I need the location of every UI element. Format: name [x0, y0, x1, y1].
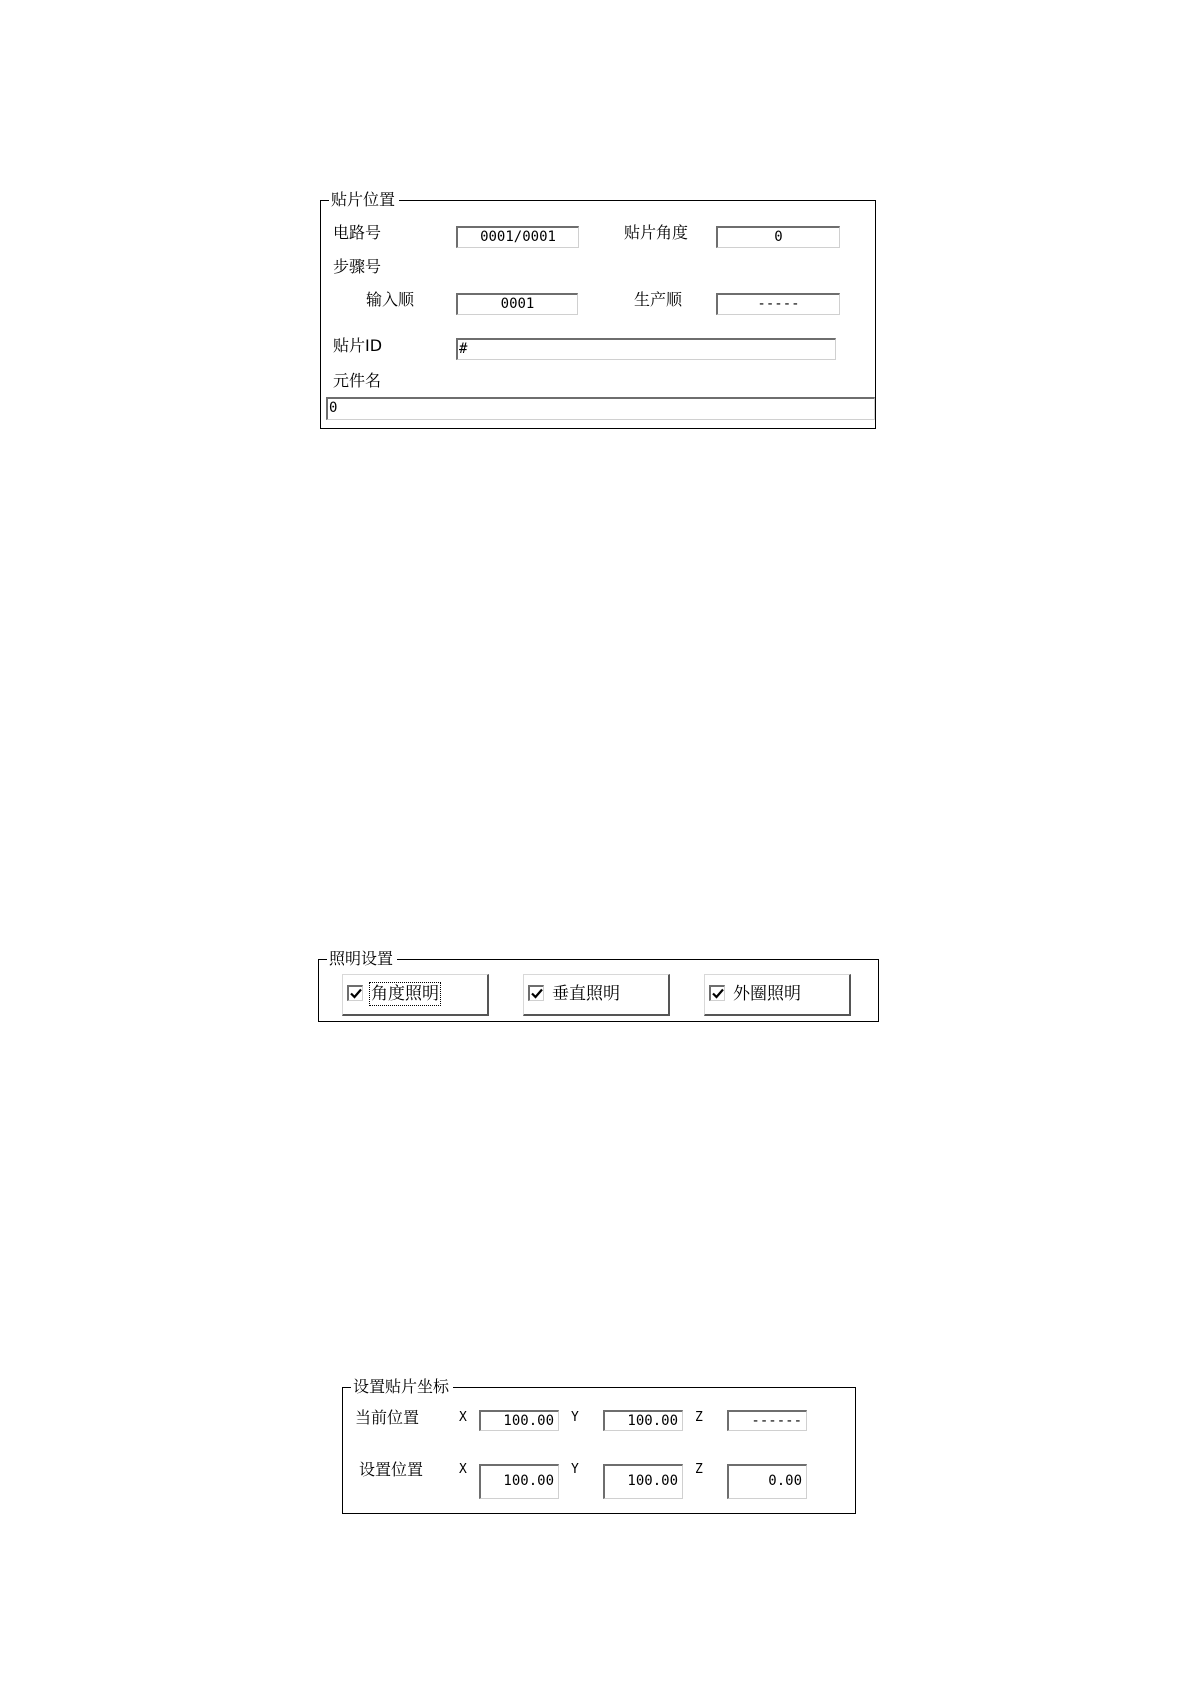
placement-coordinates-title: 设置贴片坐标 [351, 1377, 453, 1397]
checkbox-check-icon[interactable] [709, 985, 725, 1001]
step-no-label: 步骤号 [333, 257, 382, 276]
vertical-lighting-checkbox[interactable] [523, 974, 670, 1016]
placement-angle-field[interactable]: 0 [716, 226, 840, 248]
current-x-field[interactable]: 100.00 [479, 1410, 559, 1431]
checkbox-check-icon[interactable] [528, 985, 544, 1001]
circuit-no-field[interactable]: 0001/0001 [456, 226, 579, 248]
outer-ring-lighting-label: 外圈照明 [733, 984, 801, 1004]
current-z-axis-label: Z [695, 1410, 703, 1425]
production-order-label: 生产顺 [634, 290, 683, 309]
input-order-label: 输入顺 [366, 290, 415, 309]
vertical-lighting-label: 垂直照明 [552, 984, 620, 1004]
outer-ring-lighting-checkbox[interactable] [704, 974, 851, 1016]
placement-id-label: 贴片ID [333, 336, 383, 355]
set-z-field[interactable]: 0.00 [727, 1464, 807, 1499]
placement-coordinates-group [342, 1377, 856, 1514]
set-position-label: 设置位置 [359, 1460, 424, 1479]
production-order-field[interactable]: ----- [716, 293, 840, 315]
circuit-no-label: 电路号 [333, 223, 382, 242]
placement-angle-label: 贴片角度 [624, 223, 689, 242]
set-y-field[interactable]: 100.00 [603, 1464, 683, 1499]
set-x-field[interactable]: 100.00 [479, 1464, 559, 1499]
component-name-field[interactable]: 0 [326, 397, 875, 420]
angle-lighting-checkbox[interactable] [342, 974, 489, 1016]
input-order-field[interactable]: 0001 [456, 293, 578, 315]
current-x-axis-label: X [459, 1410, 467, 1425]
component-name-label: 元件名 [333, 371, 382, 390]
angle-lighting-label: 角度照明 [371, 984, 439, 1004]
current-z-field[interactable]: ------ [727, 1410, 807, 1431]
lighting-settings-title: 照明设置 [327, 949, 397, 969]
placement-id-field[interactable]: # [456, 338, 836, 360]
current-y-field[interactable]: 100.00 [603, 1410, 683, 1431]
set-z-axis-label: Z [695, 1462, 703, 1477]
checkbox-check-icon[interactable] [347, 985, 363, 1001]
current-y-axis-label: Y [571, 1410, 579, 1425]
lighting-settings-group [318, 949, 879, 1022]
set-y-axis-label: Y [571, 1462, 579, 1477]
current-position-label: 当前位置 [355, 1408, 420, 1427]
placement-position-title: 贴片位置 [329, 190, 399, 210]
placement-position-group [320, 190, 876, 429]
set-x-axis-label: X [459, 1462, 467, 1477]
